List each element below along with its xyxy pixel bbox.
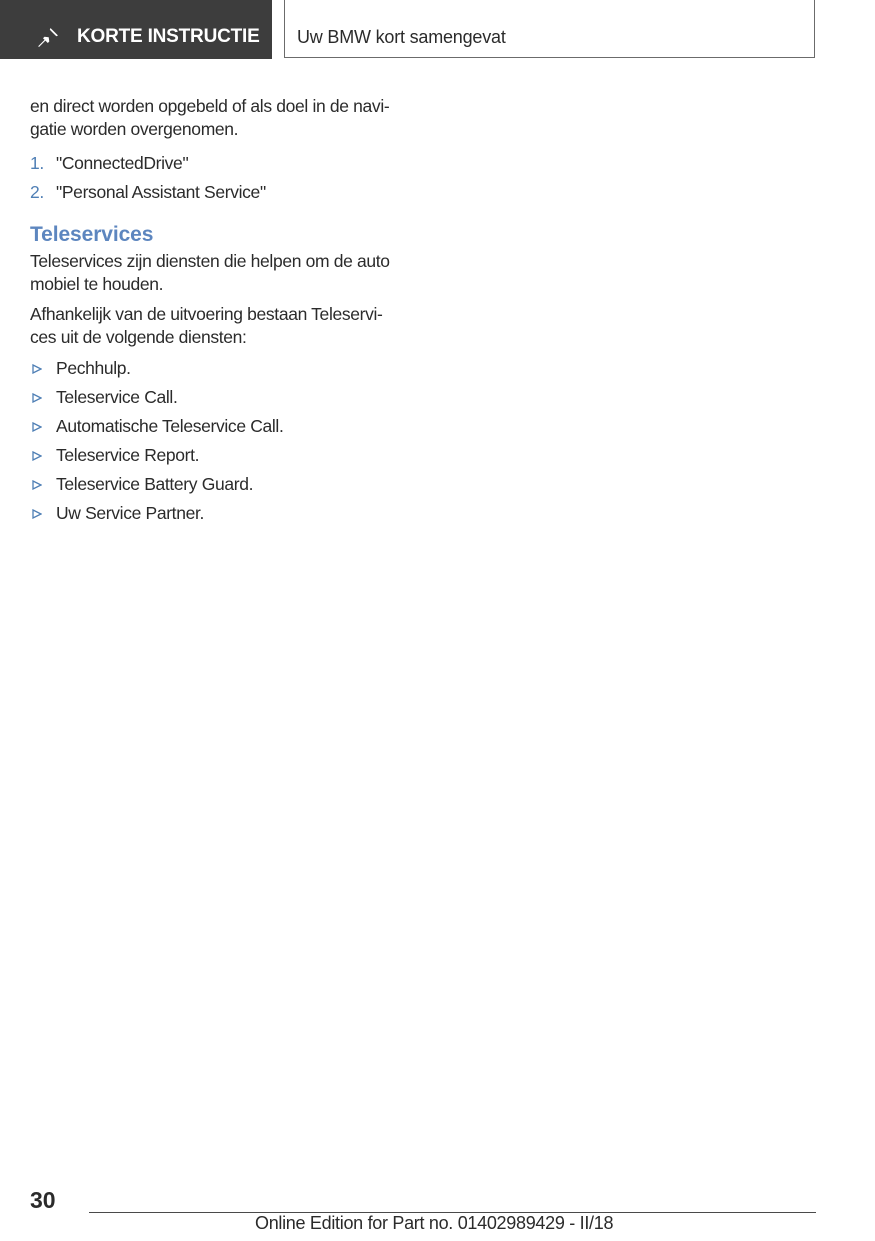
step-text: "ConnectedDrive"	[56, 153, 189, 173]
intro-paragraph	[30, 95, 415, 141]
list-item	[30, 444, 415, 473]
chapter-title: Uw BMW kort samengevat	[297, 27, 506, 47]
list-item-text: Teleservice Report.	[56, 445, 200, 465]
triangle-bullet-icon	[32, 451, 42, 461]
services-list	[30, 357, 415, 531]
list-item	[30, 473, 415, 502]
triangle-bullet-icon	[32, 480, 42, 490]
list-item	[30, 181, 415, 210]
main-content	[30, 95, 415, 531]
list-item	[30, 152, 415, 181]
triangle-bullet-icon	[32, 422, 42, 432]
list-item-text: Automatische Teleservice Call.	[56, 416, 284, 436]
triangle-bullet-icon	[32, 509, 42, 519]
triangle-bullet-icon	[32, 364, 42, 374]
paragraph-line: Teleservices zijn diensten die helpen om de auto	[30, 251, 390, 271]
list-item-text: Teleservice Battery Guard.	[56, 474, 254, 494]
pushpin-icon	[36, 26, 60, 50]
paragraph	[30, 303, 415, 349]
step-number: 1.	[30, 153, 44, 173]
section-heading: Teleservices	[30, 223, 154, 246]
paragraph-line: mobiel te houden.	[30, 274, 164, 294]
paragraph-line: ces uit de volgende diensten:	[30, 327, 247, 347]
list-item-text: Uw Service Partner.	[56, 503, 204, 523]
list-item	[30, 502, 415, 531]
triangle-bullet-icon	[32, 393, 42, 403]
list-item-text: Teleservice Call.	[56, 387, 178, 407]
step-number: 2.	[30, 182, 44, 202]
paragraph-line: Afhankelijk van de uitvoering bestaan Teleservi-	[30, 304, 383, 324]
list-item-text: Pechhulp.	[56, 358, 131, 378]
list-item	[30, 357, 415, 386]
section-tab	[0, 0, 272, 59]
intro-line: en direct worden opgebeld of als doel in de navi-	[30, 96, 390, 116]
edition-text: Online Edition for Part no. 01402989429 - II/18	[255, 1213, 614, 1233]
intro-line: gatie worden overgenomen.	[30, 119, 239, 139]
page-number: 30	[30, 1187, 56, 1213]
steps-list	[30, 152, 415, 210]
step-text: "Personal Assistant Service"	[56, 182, 266, 202]
list-item	[30, 386, 415, 415]
chapter-title-box	[284, 0, 815, 58]
section-label: KORTE INSTRUCTIE	[77, 26, 260, 47]
list-item	[30, 415, 415, 444]
paragraph	[30, 250, 415, 296]
